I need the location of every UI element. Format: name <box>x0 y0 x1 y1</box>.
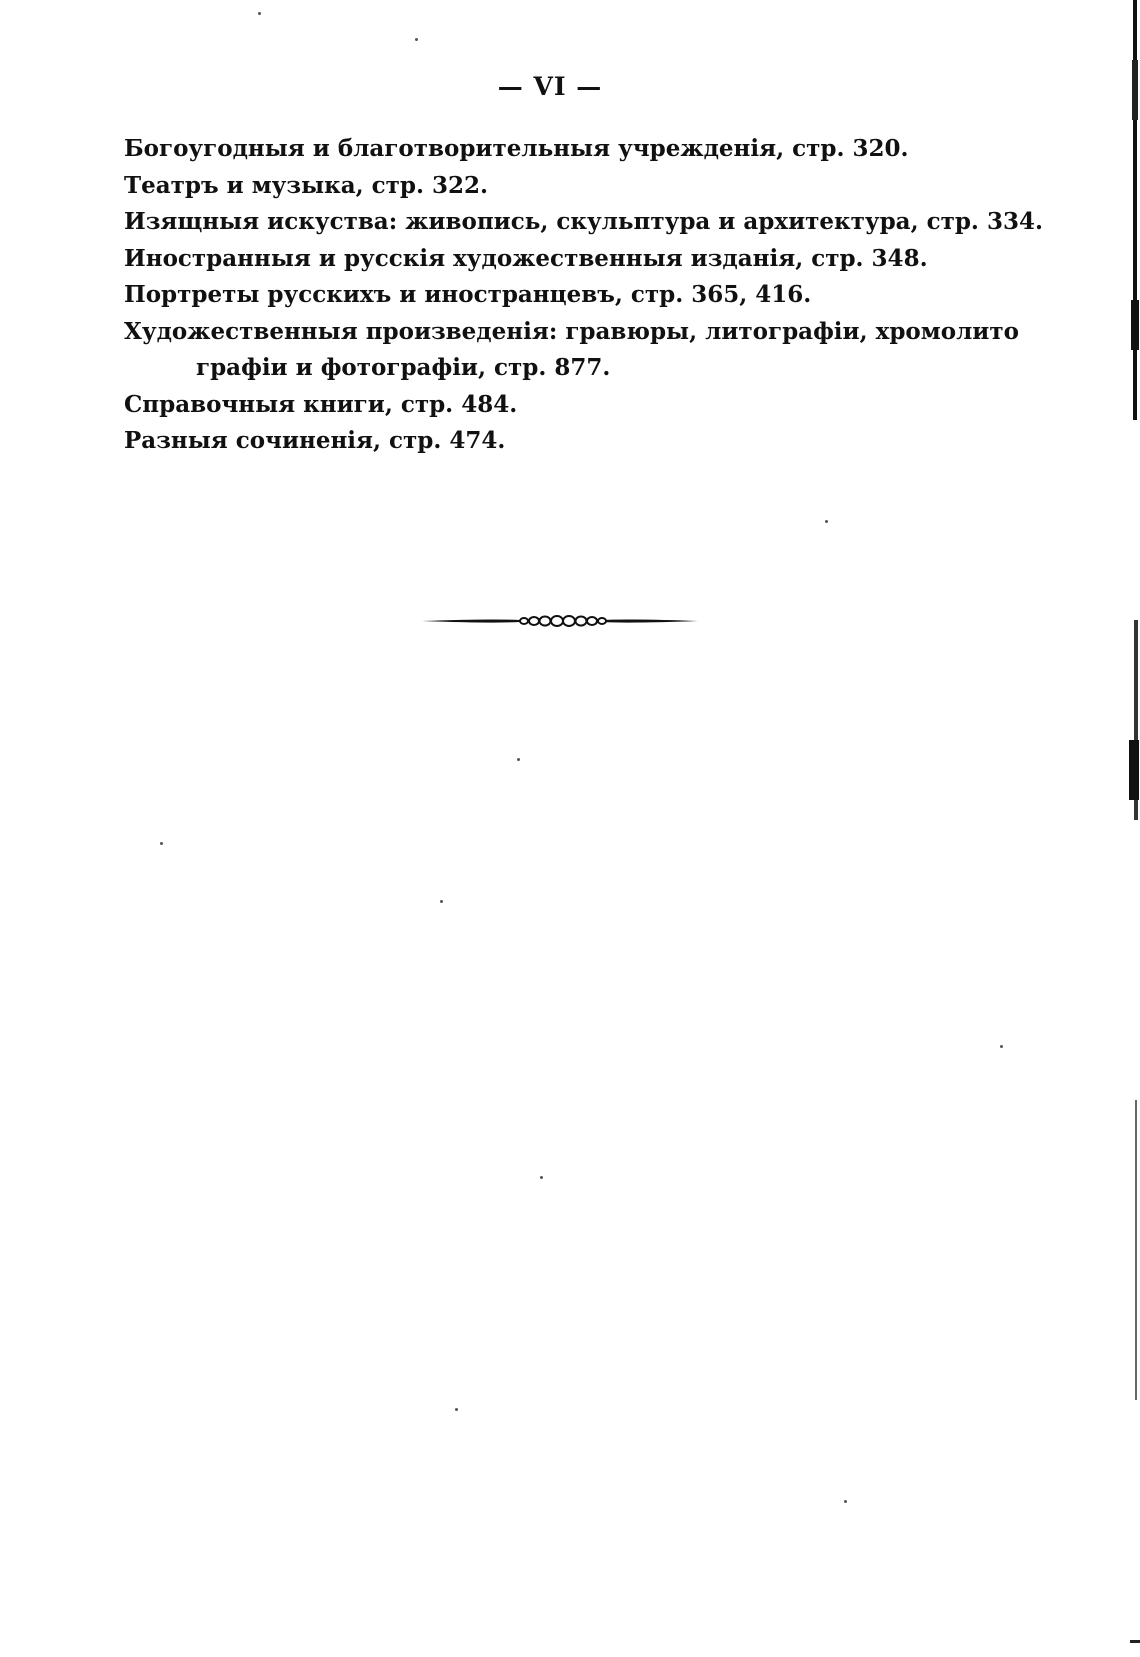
ornament-divider <box>420 611 700 631</box>
contents-entry: Иностранныя и русскія художественныя изданія, стр. 348. <box>124 244 928 272</box>
contents-entry: Театръ и музыка, стр. 322. <box>124 171 489 199</box>
contents-entry: Разныя сочиненія, стр. 474. <box>124 427 506 454</box>
contents-entry: Справочныя книги, стр. 484. <box>124 390 518 418</box>
print-speck <box>160 842 163 845</box>
print-speck <box>540 1176 543 1179</box>
print-speck <box>415 38 418 41</box>
page-edge-shadow <box>1118 0 1140 1657</box>
contents-entry: Портреты русскихъ и иностранцевъ, стр. 365, 416. <box>124 281 812 308</box>
contents-entry: Богоугодныя и благотворительныя учрежденія, стр. 320. <box>124 135 909 162</box>
print-speck <box>517 758 520 761</box>
print-speck <box>844 1500 847 1503</box>
print-speck <box>440 900 443 903</box>
print-speck <box>258 12 261 15</box>
print-speck <box>455 1408 458 1411</box>
page-number: — VI — <box>497 72 603 101</box>
print-speck <box>1000 1045 1003 1048</box>
print-speck <box>825 520 828 523</box>
contents-entry-continuation: графіи и фотографіи, стр. 877. <box>196 354 611 381</box>
contents-entry: Изящныя искуства: живопись, скульптура и архитектура, стр. 334. <box>124 208 1043 235</box>
contents-entry: Художественныя произведенія: гравюры, литографіи, хромолито <box>124 317 1019 345</box>
contents-list <box>124 131 1043 460</box>
